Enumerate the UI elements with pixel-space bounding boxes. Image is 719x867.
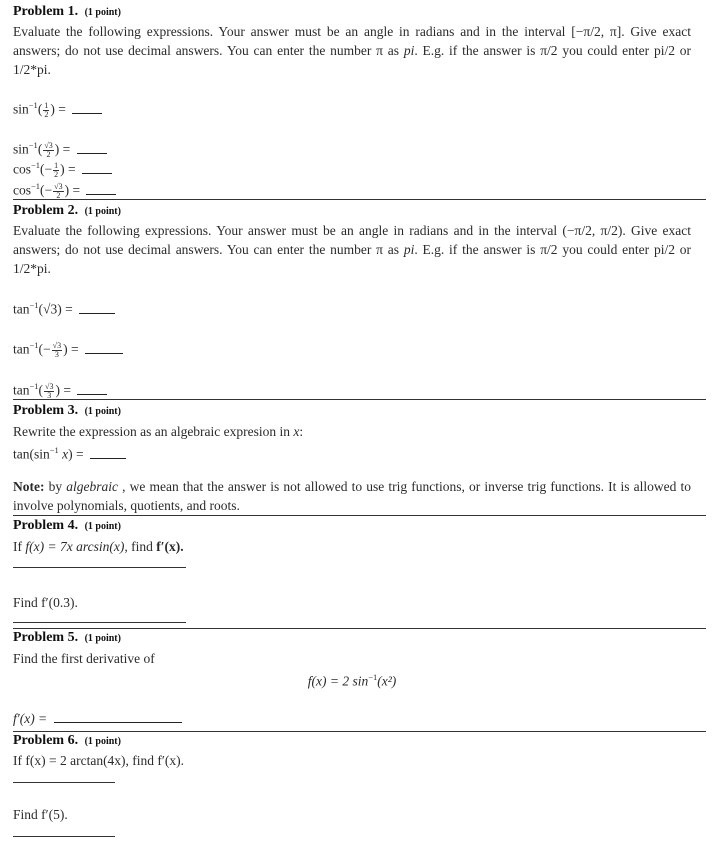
inverse-superscript: −1	[31, 181, 41, 191]
problem-2-title	[13, 203, 121, 219]
answer-input-1-1[interactable]	[72, 100, 102, 114]
negative-sign: −	[43, 341, 51, 357]
inverse-superscript: −1	[49, 445, 59, 455]
colon: :	[299, 424, 304, 439]
divider	[13, 515, 706, 516]
problem-1-title	[13, 4, 121, 20]
divider	[13, 199, 706, 200]
problem-4-points: (1 point)	[84, 521, 121, 532]
negative-sign: −	[44, 161, 53, 177]
answer-input-1-2[interactable]	[77, 140, 107, 154]
problem-5-label: Problem 5.	[13, 630, 79, 645]
inverse-superscript: −1	[28, 100, 38, 110]
function-name: cos	[13, 161, 31, 177]
answer-input-1-4[interactable]	[86, 181, 116, 195]
problem-1-instructions-b: . E.g. if the answer is π/2 you could enter pi/2 or 1/2*pi.	[13, 43, 691, 77]
problem-2-points: (1 point)	[84, 206, 121, 217]
problem-5-answer-row	[13, 709, 182, 728]
fraction-numerator: √3	[54, 181, 63, 191]
problem-2-instructions-b: . E.g. if the answer is π/2 you could enter pi/2 or 1/2*pi.	[13, 242, 691, 276]
problem-3-points: (1 point)	[84, 406, 121, 417]
note-emphasis: algebraic	[66, 479, 118, 494]
fraction	[43, 102, 49, 119]
note-text-b: , we mean that the answer is not allowed to use trig functions, or inverse trig functions. It is allowed to involve polynomials, quotients, and roots.	[13, 479, 691, 513]
problem-4-label: Problem 4.	[13, 518, 79, 533]
function-name: tan	[13, 301, 30, 317]
equals-sign: =	[59, 141, 74, 157]
fraction-numerator: √3	[44, 140, 53, 150]
problem-2-label: Problem 2.	[13, 203, 79, 218]
problem-2-instructions	[13, 221, 691, 278]
equals-sign: ) =	[68, 446, 88, 462]
fraction	[53, 183, 63, 200]
inverse-superscript: −1	[368, 672, 378, 682]
problem-1-item-4: $\cos^{-1}(-$ $\frac{√3}{2}$ ) =	[13, 177, 116, 200]
fraction-denominator: 2	[44, 109, 49, 119]
prompt-find: , find	[124, 539, 157, 554]
derivative-target: f′(x).	[156, 539, 184, 554]
negative-sign: −	[44, 182, 53, 198]
problem-1-item-3: $\cos^{-1}(-$ $\frac{1}{2}$ ) =	[13, 156, 112, 179]
problem-1-pi-word: pi	[403, 43, 415, 58]
formula-text: f(x) = 2 sin	[307, 673, 369, 689]
note-text-a: by	[44, 479, 67, 494]
answer-label: f′(x) =	[13, 711, 51, 726]
divider	[13, 399, 706, 400]
variable-x: x	[293, 424, 300, 439]
problem-1-label: Problem 1.	[13, 4, 79, 19]
function-name: tan	[13, 341, 30, 357]
problem-5-points: (1 point)	[84, 633, 121, 644]
function-name: sin	[13, 101, 29, 117]
function-argument: (√3) =	[38, 301, 77, 317]
fraction-denominator: 2	[56, 190, 61, 200]
inverse-superscript: −1	[29, 300, 39, 310]
equals-sign: =	[64, 161, 80, 177]
problem-5-formula	[13, 668, 691, 691]
problem-2-instructions-a: Evaluate the following expressions. Your answer must be an angle in radians and in the interval (−π/2, π/2). Give exact answers; do not use decimal answers. You can enter the number π as	[13, 223, 691, 257]
answer-input-3-1[interactable]	[90, 445, 126, 459]
fraction	[44, 383, 54, 400]
fraction-numerator: 1	[44, 100, 49, 110]
problem-4-prompt	[13, 538, 184, 556]
problem-2-item-3: $\tan^{-1}$( $\frac{√3}{3}$ ) =	[13, 377, 107, 400]
problem-1-item-1: $\sin^{-1}$( $\frac{1}{2}$ ) =	[13, 96, 102, 119]
problem-3-prompt	[13, 423, 303, 441]
note-label: Note:	[13, 479, 45, 494]
problem-5-title	[13, 630, 121, 646]
problem-6-find-value: Find f′(5).	[13, 807, 68, 822]
problem-1-instructions-a: Evaluate the following expressions. Your answer must be an angle in radians and in the interval [−π/2, π]. Give exact answers; do not use decimal answers. You can enter the number π as	[13, 24, 691, 58]
fraction-denominator: 3	[47, 390, 52, 400]
answer-input-4-1[interactable]	[13, 567, 186, 568]
fraction-numerator: √3	[52, 340, 62, 350]
problem-6-label: Problem 6.	[13, 733, 79, 748]
answer-input-2-2[interactable]	[85, 340, 123, 354]
problem-6-points: (1 point)	[84, 736, 121, 747]
inverse-superscript: −1	[29, 381, 39, 391]
problem-5-prompt: Find the first derivative of	[13, 651, 155, 666]
answer-input-4-2[interactable]	[13, 622, 186, 623]
problem-1-item-2: $\sin^{-1}$( $\frac{√3}{2}$ ) =	[13, 136, 107, 159]
answer-input-2-3[interactable]	[77, 381, 107, 395]
fraction-denominator: 2	[54, 169, 59, 179]
problem-3-prompt-text: Rewrite the expression as an algebraic expresion in	[13, 424, 294, 439]
problem-4-title	[13, 518, 121, 534]
problem-2-item-2: $\tan^{-1}(-$ $\frac{√3}{3}$ ) =	[13, 336, 123, 359]
equals-sign: =	[54, 101, 70, 117]
problem-3-label: Problem 3.	[13, 403, 79, 418]
inverse-superscript: −1	[28, 140, 38, 150]
equals-sign: =	[69, 182, 84, 198]
inverse-superscript: −1	[29, 340, 39, 350]
function-name: tan	[13, 382, 30, 398]
function-name: cos	[13, 182, 31, 198]
expression-text: tan(sin	[13, 446, 50, 462]
answer-input-2-1[interactable]	[79, 300, 115, 314]
function-name: sin	[13, 141, 29, 157]
answer-input-6-2[interactable]	[13, 836, 115, 837]
problem-1-instructions	[13, 22, 691, 79]
fraction-numerator: 1	[54, 160, 59, 170]
variable-x: x	[62, 446, 69, 462]
equals-sign: =	[67, 341, 82, 357]
inverse-superscript: −1	[31, 160, 41, 170]
problem-2-pi-word: pi	[403, 242, 415, 257]
problem-3-title	[13, 403, 121, 419]
problem-4-find-value: Find f′(0.3).	[13, 595, 78, 610]
problem-3-note	[13, 477, 691, 515]
prompt-if: If	[13, 539, 26, 554]
formula-argument: (x²)	[377, 673, 397, 689]
problem-6-title	[13, 733, 121, 749]
fraction	[52, 342, 62, 359]
problem-1-points: (1 point)	[84, 7, 121, 18]
divider	[13, 628, 706, 629]
equals-sign: =	[59, 382, 75, 398]
function-definition: f(x) = 7x arcsin(x)	[25, 539, 125, 554]
answer-input-5-1[interactable]	[54, 709, 182, 723]
answer-input-1-3[interactable]	[82, 160, 112, 174]
fraction-denominator: 2	[46, 149, 51, 159]
fraction-denominator: 3	[54, 349, 59, 359]
problem-3-expression	[13, 441, 126, 464]
divider	[13, 731, 706, 732]
answer-input-6-1[interactable]	[13, 782, 115, 783]
fraction-numerator: √3	[45, 381, 54, 391]
problem-2-item-1	[13, 296, 115, 319]
problem-6-prompt: If f(x) = 2 arctan(4x), find f′(x).	[13, 753, 184, 768]
